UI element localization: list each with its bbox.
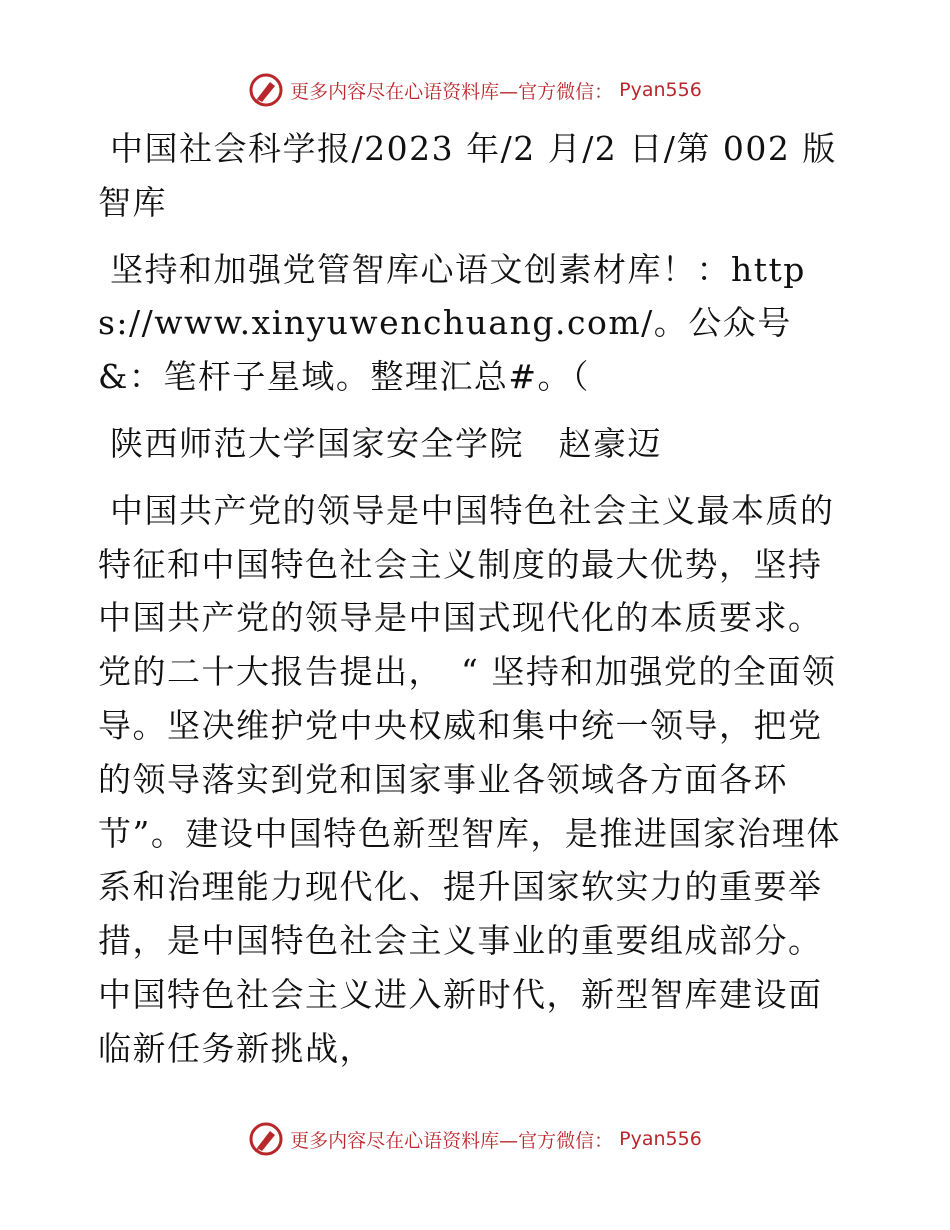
body-paragraph: 中国共产党的领导是中国特色社会主义最本质的特征和中国特色社会主义制度的最大优势，坚持中国共产党的领导是中国式现代化的本质要求。党的二十大报告提出， “ 坚持和加强党的全面领导。坚决维护党中央权威和集中统一领导，把党的领导落实到党和国家事业各领域各方面各环节”。建设中国特色新型智库，是推进国家治理体系和治理能力现代化、提升国家软实力的重要举措，是中国特色社会主义事业的重要组成部分。中国特色社会主义进入新时代，新型智库建设面临新任务新挑战， — [98, 490, 841, 1068]
source-line: 中国社会科学报/2023 年/2 月/2 日/第 002 版 — [110, 129, 837, 168]
article-title-paragraph: 坚持和加强党管智库心语文创素材库！：https://www.xinyuwenchuang.com/。公众号&：笔杆子星域。整理汇总#。（ — [98, 249, 806, 397]
header-banner — [0, 68, 950, 112]
author-line: 陕西师范大学国家安全学院 赵豪迈 — [110, 423, 662, 463]
banner-wechat-id: Pyan556 — [619, 1128, 702, 1150]
pen-logo-icon — [248, 72, 284, 108]
banner-text: 更多内容尽在心语资料库—官方微信： — [290, 1129, 614, 1152]
banner-wechat-id: Pyan556 — [619, 79, 702, 101]
document-body — [98, 122, 850, 1089]
pen-logo-icon — [248, 1121, 284, 1157]
footer-banner — [0, 1117, 950, 1161]
banner-text: 更多内容尽在心语资料库—官方微信： — [290, 80, 614, 103]
section-label: 智库 — [98, 182, 167, 222]
